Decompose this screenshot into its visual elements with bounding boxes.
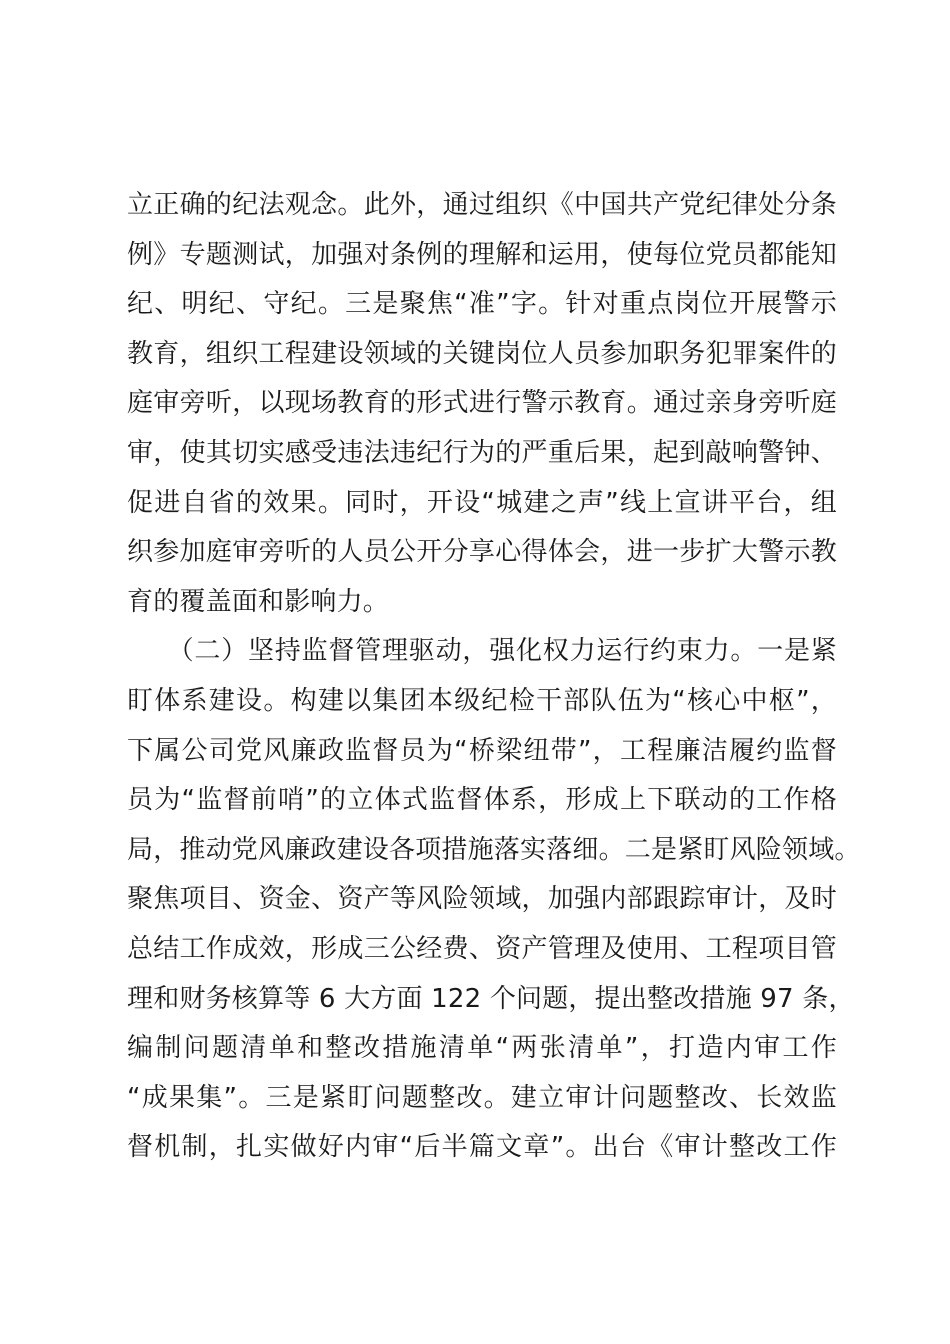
text-line: 下属公司党风廉政监督员为“桥梁纽带”，工程廉洁履约监督 — [127, 735, 837, 766]
text-line: 育的覆盖面和影响力。 — [127, 586, 390, 617]
text-line: 总结工作成效，形成三公经费、资产管理及使用、工程项目管 — [127, 933, 837, 964]
text-line: 织参加庭审旁听的人员公开分享心得体会，进一步扩大警示教 — [127, 537, 837, 568]
text-line: 例》专题测试，加强对条例的理解和运用，使每位党员都能知 — [127, 239, 837, 270]
body-text — [127, 181, 861, 1173]
text-line: 督机制，扎实做好内审“后半篇文章”。出台《审计整改工作 — [127, 1132, 837, 1163]
text-line: 教育，组织工程建设领域的关键岗位人员参加职务犯罪案件的 — [127, 338, 837, 369]
text-line: 庭审旁听，以现场教育的形式进行警示教育。通过亲身旁听庭 — [127, 388, 837, 419]
text-line: 编制问题清单和整改措施清单“两张清单”，打造内审工作 — [127, 1033, 837, 1064]
text-line: 促进自省的效果。同时，开设“城建之声”线上宣讲平台，组 — [127, 487, 837, 518]
text-line: “成果集”。三是紧盯问题整改。建立审计问题整改、长效监 — [127, 1082, 837, 1113]
text-line: （二）坚持监督管理驱动，强化权力运行约束力。一是紧 — [127, 636, 837, 667]
text-line: 聚焦项目、资金、资产等风险领域，加强内部跟踪审计，及时 — [127, 884, 837, 915]
text-line: 盯体系建设。构建以集团本级纪检干部队伍为“核心中枢”， — [127, 685, 837, 716]
text-line: 理和财务核算等 6 大方面 122 个问题，提出整改措施 97 条， — [127, 983, 855, 1014]
text-line: 局，推动党风廉政建设各项措施落实落细。二是紧盯风险领域。 — [127, 834, 861, 865]
text-line: 纪、明纪、守纪。三是聚焦“准”字。针对重点岗位开展警示 — [127, 289, 837, 320]
text-line: 立正确的纪法观念。此外，通过组织《中国共产党纪律处分条 — [127, 190, 837, 220]
text-line: 员为“监督前哨”的立体式监督体系，形成上下联动的工作格 — [127, 785, 837, 816]
text-line: 审，使其切实感受违法违纪行为的严重后果，起到敲响警钟、 — [127, 437, 837, 468]
